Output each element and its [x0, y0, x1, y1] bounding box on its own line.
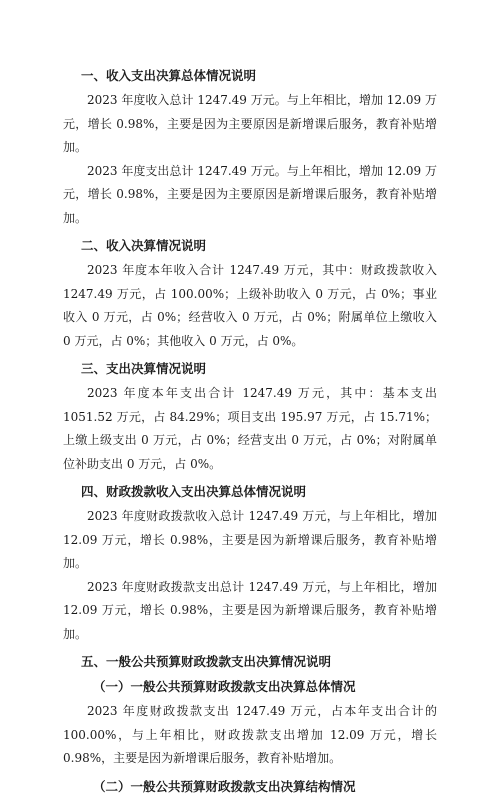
subsection-heading-2: （二）一般公共预算财政拨款支出决算结构情况: [93, 778, 356, 794]
paragraph-expense-detail: 2023 年度本年支出合计 1247.49 万元，其中：基本支出 1051.52 万元，占 84.29%；项目支出 195.97 万元，占 15.71%；上缴上级支出 0 万元，占 0%；经营支出 0 万元，占 0%；对附属单位补助支出 0 万元，占 0%。: [63, 386, 437, 471]
section-heading-5: 五、一般公共预算财政拨款支出决算情况说明: [81, 654, 332, 669]
paragraph-income-total: 2023 年度收入总计 1247.49 万元。与上年相比，增加 12.09 万元，增长 0.98%，主要是因为主要原因是新增课后服务，教育补贴增加。: [63, 93, 437, 154]
paragraph-public-budget-total: 2023 年度财政拨款支出 1247.49 万元，占本年支出合计的 100.00%，与上年相比，财政拨款支出增加 12.09 万元，增长 0.98%，主要是因为新增课后服务，教育补贴增加。: [63, 704, 437, 765]
subsection-heading-1: （一）一般公共预算财政拨款支出决算总体情况: [93, 679, 356, 694]
section-heading-1: 一、收入支出决算总体情况说明: [81, 68, 257, 83]
paragraph-fiscal-expense: 2023 年度财政拨款支出总计 1247.49 万元，与上年相比，增加 12.09 万元，增长 0.98%，主要是因为新增课后服务，教育补贴增加。: [63, 579, 437, 641]
paragraph-expense-total: 2023 年度支出总计 1247.49 万元。与上年相比，增加 12.09 万元，增长 0.98%，主要是因为主要原因是新增课后服务，教育补贴增加。: [63, 163, 437, 225]
section-heading-3: 三、支出决算情况说明: [81, 361, 207, 376]
section-heading-4: 四、财政拨款收入支出决算总体情况说明: [81, 484, 307, 499]
paragraph-fiscal-income: 2023 年度财政拨款收入总计 1247.49 万元，与上年相比，增加 12.09 万元，增长 0.98%，主要是因为新增课后服务，教育补贴增加。: [63, 509, 437, 570]
section-heading-2: 二、收入决算情况说明: [81, 238, 207, 253]
paragraph-income-detail: 2023 年度本年收入合计 1247.49 万元，其中：财政拨款收入 1247.49 万元，占 100.00%；上级补助收入 0 万元，占 0%；事业收入 0 万元，占 0%；经营收入 0 万元，占 0%；附属单位上缴收入 0 万元，占 0%；其他收入 0 万元，占 0%。: [63, 263, 437, 348]
